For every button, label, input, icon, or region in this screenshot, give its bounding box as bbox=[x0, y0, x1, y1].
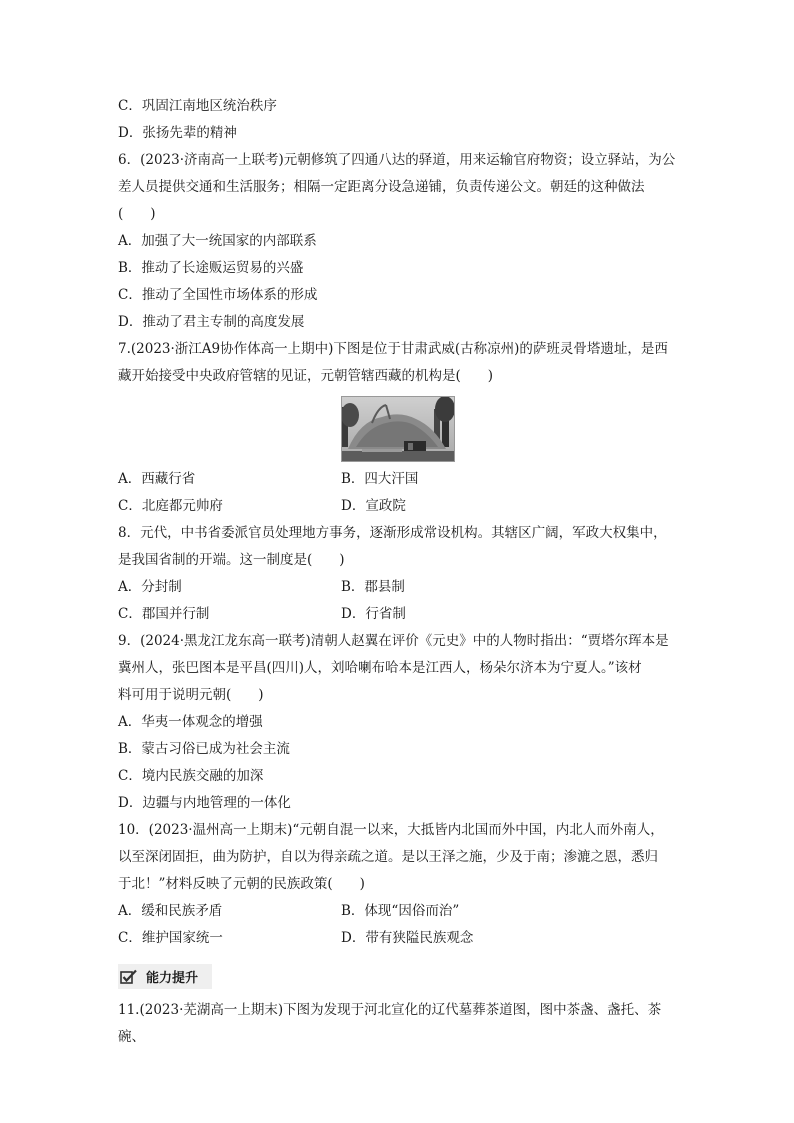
option-a: A．西藏行省 bbox=[118, 471, 196, 487]
option-d: D．张扬先辈的精神 bbox=[118, 125, 237, 141]
question-stem-line: 11.(2023·芜湖高一上期末)下图为发现于河北宣化的辽代墓葬茶道图，图中茶盏、盏托、茶碗、 bbox=[118, 1002, 662, 1045]
option-c: C．北庭都元帅府 bbox=[118, 498, 223, 514]
option-c: C．郡国并行制 bbox=[118, 606, 210, 622]
question-5-tail bbox=[118, 93, 678, 147]
option-c: C．巩固江南地区统治秩序 bbox=[118, 98, 277, 114]
question-stem-line: 以至深闭固拒，曲为防护，自以为得亲疏之道。是以王泽之施，少及于南；渗漉之恩，悉归 bbox=[118, 849, 658, 865]
option-b: B．四大汗国 bbox=[341, 471, 419, 487]
option-d: D．行省制 bbox=[341, 606, 406, 622]
stupa-ruins-photo bbox=[341, 396, 455, 462]
option-d: D．推动了君主专制的高度发展 bbox=[118, 314, 305, 330]
question-stem-line: 8．元代，中书省委派官员处理地方事务，逐渐形成常设机构。其辖区广阔，军政大权集中， bbox=[118, 525, 667, 541]
question-stem-line: 藏开始接受中央政府管辖的见证，元朝管辖西藏的机构是( ) bbox=[118, 368, 494, 384]
option-d: D．宣政院 bbox=[341, 498, 406, 514]
question-stem-line: 是我国省制的开端。这一制度是( ) bbox=[118, 552, 345, 568]
option-a: A．加强了大一统国家的内部联系 bbox=[118, 233, 317, 249]
question-stem-line: 料可用于说明元朝( ) bbox=[118, 687, 264, 703]
option-c: C．推动了全国性市场体系的形成 bbox=[118, 287, 318, 303]
option-d: D．边疆与内地管理的一体化 bbox=[118, 795, 291, 811]
question-10 bbox=[118, 817, 678, 952]
option-a: A．分封制 bbox=[118, 579, 182, 595]
option-b: B．郡县制 bbox=[341, 579, 405, 595]
question-7 bbox=[118, 336, 678, 520]
option-d: D．带有狭隘民族观念 bbox=[341, 930, 474, 946]
question-6 bbox=[118, 147, 678, 336]
document-page bbox=[118, 93, 678, 1051]
option-c: C．维护国家统一 bbox=[118, 930, 223, 946]
option-a: A．华夷一体观念的增强 bbox=[118, 714, 263, 730]
option-b: B．推动了长途贩运贸易的兴盛 bbox=[118, 260, 304, 276]
question-stem-line: 10．(2023·温州高一上期末)“元朝自混一以来，大抵皆内北国而外中国，内北人而外南人， bbox=[118, 822, 664, 838]
question-stem-line: 冀州人，张巴图本是平昌(四川)人，刘哈喇布哈本是江西人，杨朵尔济本为宁夏人。”该材 bbox=[118, 660, 642, 676]
question-stem-line: 7.(2023·浙江A9协作体高一上期中)下图是位于甘肃武威(古称凉州)的萨班灵骨塔遗址，是西 bbox=[118, 341, 668, 357]
question-stem-line: 于北！”材料反映了元朝的民族政策( ) bbox=[118, 876, 365, 892]
option-b: B．蒙古习俗已成为社会主流 bbox=[118, 741, 290, 757]
question-11 bbox=[118, 997, 678, 1051]
question-stem-line: 6．(2023·济南高一上联考)元朝修筑了四通八达的驿道，用来运输官府物资；设立驿站，为公 bbox=[118, 152, 676, 168]
option-a: A．缓和民族矛盾 bbox=[118, 903, 223, 919]
figure bbox=[118, 396, 678, 462]
question-9 bbox=[118, 628, 678, 817]
checkbox-check-icon bbox=[120, 969, 138, 985]
section-title: 能力提升 bbox=[146, 971, 199, 986]
question-8 bbox=[118, 520, 678, 628]
section-title-box bbox=[118, 964, 212, 989]
question-stem-line: 9．(2024·黑龙江龙东高一联考)清朝人赵翼在评价《元史》中的人物时指出：“贾塔尔珲本是 bbox=[118, 633, 669, 649]
option-c: C．境内民族交融的加深 bbox=[118, 768, 264, 784]
question-stem-line: 差人员提供交通和生活服务；相隔一定距离分设急递铺，负责传递公文。朝廷的这种做法( ) bbox=[118, 179, 645, 222]
option-b: B．体现“因俗而治” bbox=[341, 903, 460, 919]
section-header bbox=[118, 964, 678, 989]
